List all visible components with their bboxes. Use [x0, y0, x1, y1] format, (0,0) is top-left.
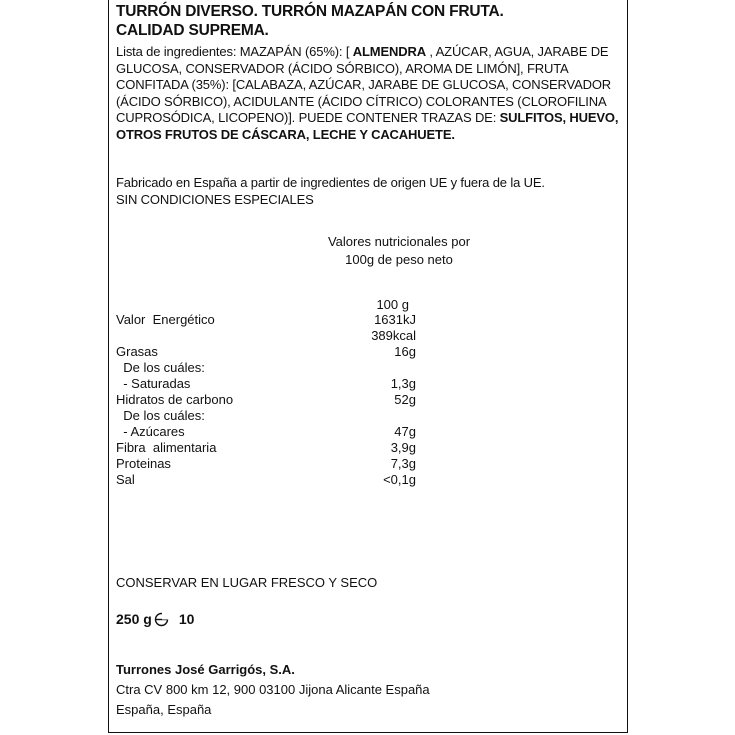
allergen-almond: ALMENDRA [352, 44, 426, 59]
ingredients-body: , AZÚCAR, AGUA, JARABE DE GLUCOSA, CONSERVADOR (ÁCIDO SÓRBICO), AROMA DE LIMÓN], FRUTA CONFITADA (35%): [CALABAZA, AZÚCAR, JARABE DE GLUCOSA, CONSERVADOR (ÁCIDO SÓRBICO), ACIDULANTE (ÁCIDO CÍTRICO) COLORANTES (CLOROFILINA CUPROSÓDICA, LICOPENO)]. [116, 44, 612, 126]
ingredients-list [116, 44, 621, 144]
product-title-line-1: TURRÓN DIVERSO. TURRÓN MAZAPÁN CON FRUTA. [116, 3, 504, 20]
nutrition-row-name: Fibra alimentaria [116, 440, 217, 455]
product-title-line-2: CALIDAD SUPREMA. [116, 22, 269, 39]
traces-prefix: PUEDE CONTENER TRAZAS DE: [295, 110, 500, 126]
nutrition-row-value: <0,1g [383, 472, 416, 487]
ingredients-prefix: Lista de ingredientes: MAZAPÁN (65%): [ [116, 44, 353, 59]
nutrition-row-value: 1,3g [390, 376, 416, 391]
net-weight [116, 610, 194, 628]
net-weight-value: 250 g [116, 611, 152, 627]
units-count: 10 [178, 611, 195, 627]
nutrition-row-value: 47g [394, 424, 416, 439]
nutrition-row-energy-kj [116, 312, 416, 328]
nutrition-row-energy-kcal [116, 328, 416, 344]
nutrition-row-saturated [116, 376, 416, 392]
nutrition-row-value: 52g [394, 392, 416, 407]
nutrition-row-of-which [116, 360, 416, 376]
nutrition-header [309, 233, 489, 269]
company-address: Ctra CV 800 km 12, 900 03100 Jijona Alicante España [116, 682, 430, 697]
origin-statement [116, 174, 621, 208]
nutrition-header-line-1: Valores nutricionales por [327, 234, 471, 249]
nutrition-row-name: Hidratos de carbono [116, 392, 234, 407]
nutrition-row-fibre [116, 440, 416, 456]
special-conditions: SIN CONDICIONES ESPECIALES [116, 192, 314, 207]
nutrition-row-value: 3,9g [390, 440, 416, 455]
company-info [116, 660, 430, 720]
nutrition-column-head: 100 g [376, 297, 409, 312]
traces-allergens: SULFITOS, HUEVO, OTROS FRUTOS DE CÁSCARA, LECHE Y CACAHUETE. [116, 110, 619, 142]
company-country: España, España [116, 702, 212, 717]
nutrition-row-name: - Saturadas [116, 376, 191, 391]
nutrition-row-value: 1631kJ [374, 312, 416, 327]
nutrition-row-carbohydrates [116, 392, 416, 408]
nutrition-row-name: Proteinas [116, 456, 171, 471]
product-label [108, 0, 628, 733]
storage-instructions: CONSERVAR EN LUGAR FRESCO Y SECO [116, 575, 378, 590]
nutrition-header-line-2: 100g de peso neto [345, 252, 453, 267]
nutrition-row-name: De los cuáles: [116, 408, 205, 423]
nutrition-row-value: 7,3g [390, 456, 416, 471]
nutrition-row-value: 16g [394, 344, 416, 359]
nutrition-row-name: Valor Energético [116, 312, 215, 327]
nutrition-row-protein [116, 456, 416, 472]
estimated-sign-icon [154, 612, 169, 627]
origin-line-1: Fabricado en España a partir de ingredientes de origen UE y fuera de la UE. [116, 175, 545, 190]
nutrition-row-sugars [116, 424, 416, 440]
nutrition-row-name: - Azúcares [116, 424, 185, 439]
nutrition-row-name: De los cuáles: [116, 360, 205, 375]
nutrition-row-fat [116, 344, 416, 360]
nutrition-row-value: 389kcal [371, 328, 416, 343]
nutrition-row-salt [116, 472, 416, 488]
nutrition-row-name: Grasas [116, 344, 158, 359]
company-name: Turrones José Garrigós, S.A. [116, 662, 295, 677]
nutrition-row-name: Sal [116, 472, 135, 487]
product-title [116, 2, 621, 40]
nutrition-row-of-which [116, 408, 416, 424]
